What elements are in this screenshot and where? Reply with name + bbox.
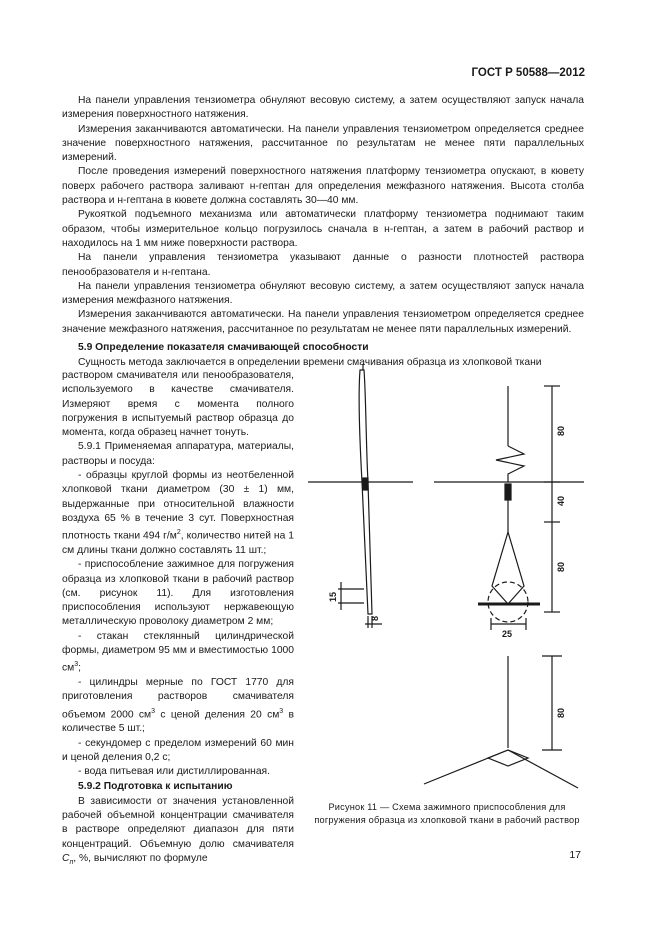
section-heading-5-9-2: 5.9.2 Подготовка к испытанию [78,780,233,792]
side-clip [363,478,368,490]
dim-15: 15 [328,591,338,602]
paragraph: Измерения заканчиваются автоматически. На панели управления тензиометром определяется среднее значение поверхностного натяжения, рассчитанное по результатам не менее пяти параллельных измерений. [62,123,584,164]
paragraph-intro-rest: раствором смачивателя или пенообразователя, используемого в качестве смачивателя. Измеряют время с момента полного погружения в испытуемый раствор образца до момента, когда образец начнет тонуть. [62,370,294,439]
paragraph: Рукояткой подъемного механизма или автоматически платформу тензиометра поднимают таким образом, чтобы измерительное кольцо погрузилось сначала в н-гептан, а затем в рабочий раствор и находилось на 1 мм ниже поверхности раствора. [62,209,584,249]
paragraph: Измерения заканчиваются автоматически. На панели управления тензиометром определяется среднее значение межфазного натяжения, рассчитанное по результатам не менее пяти параллельных измерений. [62,309,584,335]
dim-40: 40 [556,495,566,506]
left-column-text [62,369,294,870]
paragraph-intro-59: Сущность метода заключается в определении времени смачивания образца из хлопковой ткани [78,357,542,369]
paragraph: После проведения измерений поверхностного натяжения платформу тензиометра опускают, в кювету поверх рабочего раствора заливают н-гептан для определения межфазного натяжения. Высота столба раствора и н-гептана в кювете должна составлять 30—40 мм. [62,166,584,207]
list-item-water: - вода питьевая или дистиллированная. [78,766,270,778]
dim-80-bottom: 80 [556,707,566,718]
bottom-leg-right [508,750,578,788]
front-rod-zigzag [496,446,524,482]
front-clamp-loop [492,532,524,604]
document-header-code: ГОСТ Р 50588—2012 [471,67,585,79]
section-heading-5-9: 5.9 Определение показателя смачивающей способности [78,342,369,354]
paragraph-5-9-1: 5.9.1 Применяемая аппаратура, материалы, растворы и посуда: [62,441,294,467]
paragraph-5-9-2: В зависимости от значения установленной рабочей объемной концентрации смачивателя в растворе определяют диапазон для пяти концентраций. Объемную долю смачивателя $C_п$, %, вычисляют по формуле [62,795,294,867]
list-item-clamp: - приспособление зажимное для погружения образца из хлопковой ткани в рабочий раствор (см. рисунок 11). Для изготовления приспособления используют нержавеющую металлическую проволоку диаметром 2 мм; [62,559,294,628]
clamp-side-rod [359,370,372,614]
dim-80-mid: 80 [556,561,566,572]
dim-25: 25 [502,629,513,639]
dim-8: 8 [370,615,380,621]
list-item-samples: - образцы круглой формы из неотбеленной хлопковой ткани диаметром (30 ± 1) мм, выдержанные при относительной влажности воздуха 65 % в течение 3 сут. Поверхностная плотность ткани 494 $г/м^2$, количество нитей на 1 см длины ткани должно составлять 11 шт.; [62,470,294,556]
dim-80-top: 80 [556,425,566,436]
list-item-beaker: - стакан стеклянный цилиндрической формы, диаметром 95 мм и вместимостью 1000 $см^3$; [62,630,294,674]
paragraph: На панели управления тензиометра указывают данные о разности плотностей раствора пенообразователя и н-гептана. [62,252,584,278]
list-item-stopwatch: - секундомер с пределом измерений 60 мин и ценой деления 0,2 с; [62,737,294,763]
page-number: 17 [569,849,581,861]
paragraph: На панели управления тензиометра обнуляют весовую систему, а затем осуществляют запуск начала измерения межфазного натяжения. [62,280,584,307]
figure-caption: Рисунок 11 — Схема зажимного приспособления для погружения образца из хлопковой ткани в рабочий раствор [314,802,580,825]
figure-clamp-device [308,356,584,796]
body-text-top [62,94,584,371]
list-item-cylinders: - цилиндры мерные по ГОСТ 1770 для приготовления растворов смачивателя объемом 2000 $см^3$ с ценой деления 20 $см^3$ в количестве 5 шт.; [62,677,294,735]
paragraph: На панели управления тензиометра обнуляют весовую систему, а затем осуществляют запуск начала измерения поверхностного натяжения. [62,95,584,121]
front-clip [505,484,511,500]
